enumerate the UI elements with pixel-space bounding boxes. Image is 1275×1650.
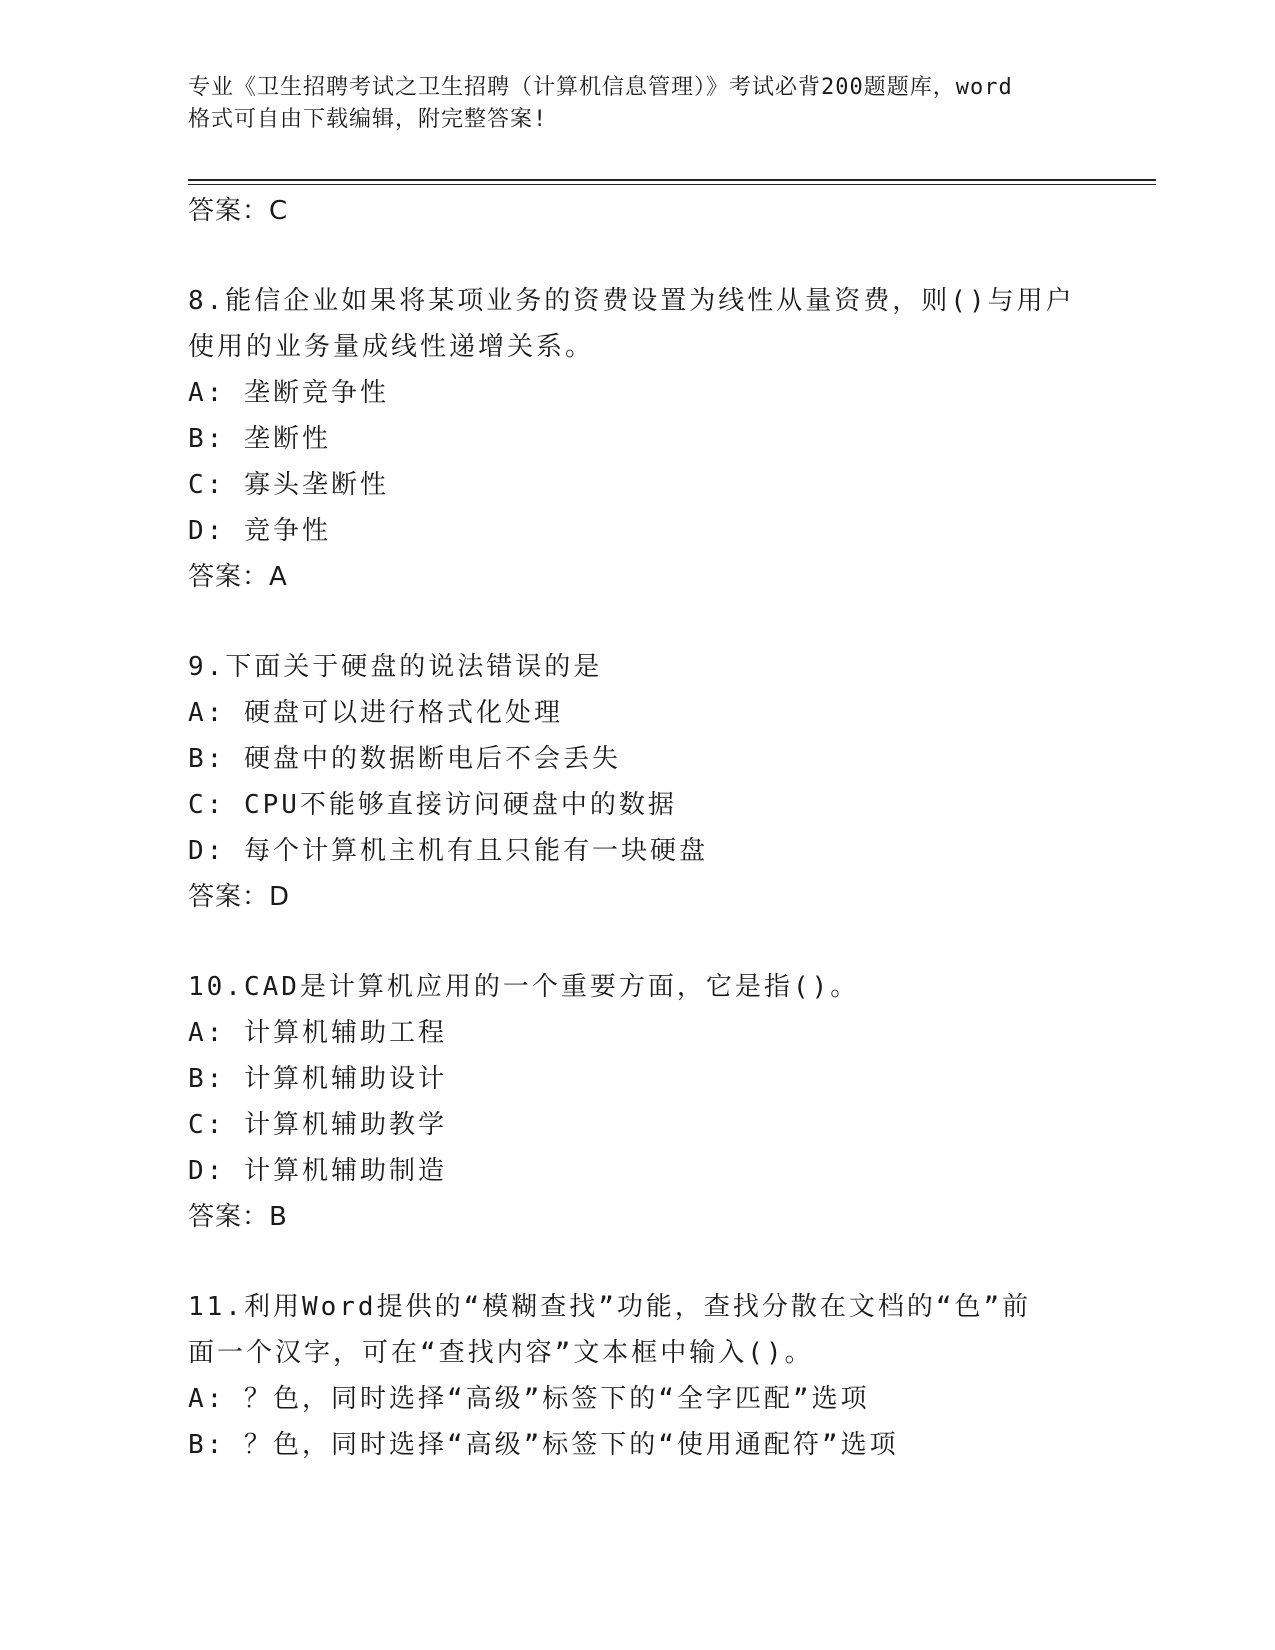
question-10	[188, 964, 1068, 1240]
document-header	[188, 72, 1088, 136]
spacer	[188, 920, 1068, 964]
option-d: D: 每个计算机主机有且只能有一块硬盘	[188, 836, 708, 866]
question-list	[188, 188, 1075, 1468]
question-8	[188, 278, 1075, 600]
option-b: B: ？色，同时选择“高级”标签下的“使用通配符”选项	[188, 1430, 899, 1460]
option-b: B: 硬盘中的数据断电后不会丢失	[188, 744, 621, 774]
header-line-1: 专业《卫生招聘考试之卫生招聘（计算机信息管理）》考试必背200题题库，word	[188, 75, 1013, 100]
spacer	[188, 1240, 1068, 1284]
option-d: D: 竞争性	[188, 516, 331, 546]
answer: 答案：D	[188, 882, 291, 912]
option-a: A: ？色，同时选择“高级”标签下的“全字匹配”选项	[188, 1384, 870, 1414]
header-rule-thin	[188, 184, 1156, 185]
option-b: B: 垄断性	[188, 424, 331, 454]
option-c: C: 寡头垄断性	[188, 470, 389, 500]
question-text: 9.下面关于硬盘的说法错误的是	[188, 652, 603, 682]
previous-answer: 答案：C	[188, 196, 289, 226]
question-text: 面一个汉字，可在“查找内容”文本框中输入()。	[188, 1338, 814, 1368]
question-11	[188, 1284, 1068, 1468]
question-text: 使用的业务量成线性递增关系。	[188, 332, 595, 362]
spacer	[188, 600, 1068, 644]
header-rule-thick	[188, 179, 1156, 181]
answer: 答案：B	[188, 1202, 288, 1232]
option-c: C: 计算机辅助教学	[188, 1110, 447, 1140]
option-a: A: 计算机辅助工程	[188, 1018, 447, 1048]
header-line-2: 格式可自由下载编辑，附完整答案!	[188, 107, 548, 132]
question-text: 10.CAD是计算机应用的一个重要方面，它是指()。	[188, 972, 860, 1002]
option-b: B: 计算机辅助设计	[188, 1064, 447, 1094]
answer: 答案：A	[188, 562, 288, 592]
question-9	[188, 644, 1068, 920]
option-a: A: 硬盘可以进行格式化处理	[188, 698, 563, 728]
question-text: 11.利用Word提供的“模糊查找”功能，查找分散在文档的“色”前	[188, 1292, 1032, 1322]
option-a: A: 垄断竞争性	[188, 378, 389, 408]
question-text: 8.能信企业如果将某项业务的资费设置为线性从量资费，则()与用户	[188, 286, 1075, 316]
spacer	[188, 234, 1068, 278]
option-d: D: 计算机辅助制造	[188, 1156, 447, 1186]
option-c: C: CPU不能够直接访问硬盘中的数据	[188, 790, 677, 820]
